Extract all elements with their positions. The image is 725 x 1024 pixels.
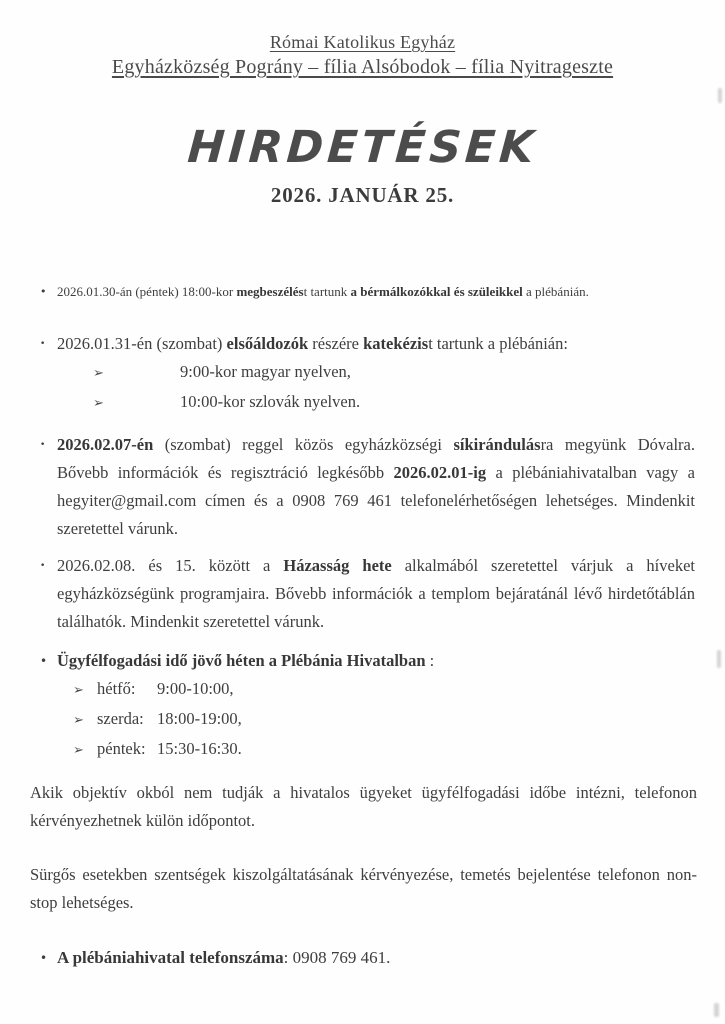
- announcement-meeting-text: 2026.01.30-án (péntek) 18:00-kor megbeszélést tartunk a bérmálkozókkal és szüleikkel a plébánián.: [57, 284, 589, 299]
- session-text: 10:00-kor szlovák nyelven.: [180, 392, 361, 411]
- arrow-icon: ➢: [93, 366, 104, 381]
- announcements-list: [0, 282, 725, 972]
- announcement-marriage-week: [0, 552, 725, 636]
- parish-name: Egyházközség Pográny – fília Alsóbodok – fília Nyitrageszte: [111, 56, 614, 78]
- office-time: 15:30-16:30.: [157, 739, 242, 758]
- office-hours-monday: [0, 675, 725, 705]
- church-name: Római Katolikus Egyház: [269, 32, 456, 52]
- announcement-ski-trip-text: 2026.02.07-én (szombat) reggel közös egyházközségi síkirándulásra megyünk Dóvalra. Bővebb információk és regisztráció legkésőbb 2026.02.01-ig a plébániahivatalban vagy a hegyiter@gmail.com címen és a 0908 769 461 telefonelérhetőségen lehetséges. Mindenkit szeretettel várunk.: [57, 435, 695, 538]
- office-hours-wednesday: [0, 705, 725, 735]
- arrow-icon: ➢: [93, 396, 104, 411]
- paragraph-appointment: Akik objektív okból nem tudják a hivatalos ügyeket ügyfélfogadási időbe intézni, telefonon kérvényezhetnek külön időpontot.: [30, 783, 697, 830]
- scan-artifact: [718, 88, 722, 103]
- office-day: hétfő:: [97, 679, 136, 698]
- arrow-icon: ➢: [73, 683, 84, 698]
- office-time: 18:00-19:00,: [157, 709, 242, 728]
- document-header: [0, 30, 725, 81]
- announcement-phone-text: A plébániahivatal telefonszáma: 0908 769 461.: [57, 948, 391, 967]
- bullet-icon: •: [40, 285, 47, 298]
- office-hours-heading: Ügyfélfogadási idő jövő héten a Plébánia Hivatalban :: [57, 651, 435, 670]
- office-day: szerda:: [97, 709, 144, 728]
- document-date: 2026. JANUÁR 25.: [270, 183, 455, 207]
- bullet-icon: •: [40, 561, 46, 571]
- catechesis-session-sk: [0, 388, 725, 418]
- scan-artifact: [717, 650, 721, 668]
- session-text: 9:00-kor magyar nyelven,: [180, 362, 351, 381]
- announcement-office-hours: [0, 647, 725, 675]
- announcement-marriage-week-text: 2026.02.08. és 15. között a Házasság hete alkalmából szeretettel várjuk a híveket egyházközségünk programjaira. Bővebb információk a templom bejáratánál lévő hirdetőtáblán találhatók. Mindenkit szeretettel várunk.: [57, 556, 696, 631]
- catechesis-session-hu: [0, 358, 725, 388]
- announcement-ski-trip: [0, 431, 725, 543]
- page-title: HIRDETÉSEK: [185, 122, 540, 173]
- scan-artifact: [714, 1003, 719, 1017]
- announcement-catechesis: [0, 330, 725, 358]
- office-hours-friday: [0, 735, 725, 765]
- arrow-icon: ➢: [73, 713, 84, 728]
- paragraph-urgent: Sürgős esetekben szentségek kiszolgáltatásának kérvényezése, temetés bejelentése telefonon non-stop lehetséges.: [30, 865, 697, 912]
- bullet-icon: •: [40, 951, 48, 965]
- announcement-meeting: [0, 282, 725, 301]
- office-day: péntek:: [97, 739, 146, 758]
- office-time: 9:00-10:00,: [157, 679, 234, 698]
- announcement-catechesis-text: 2026.01.31-én (szombat) elsőáldozók részére katekézist tartunk a plébánián:: [57, 334, 568, 353]
- arrow-icon: ➢: [73, 743, 84, 758]
- bullet-icon: •: [40, 440, 46, 450]
- announcement-phone: [0, 944, 725, 972]
- bullet-icon: •: [40, 654, 48, 668]
- bullet-icon: •: [40, 339, 46, 349]
